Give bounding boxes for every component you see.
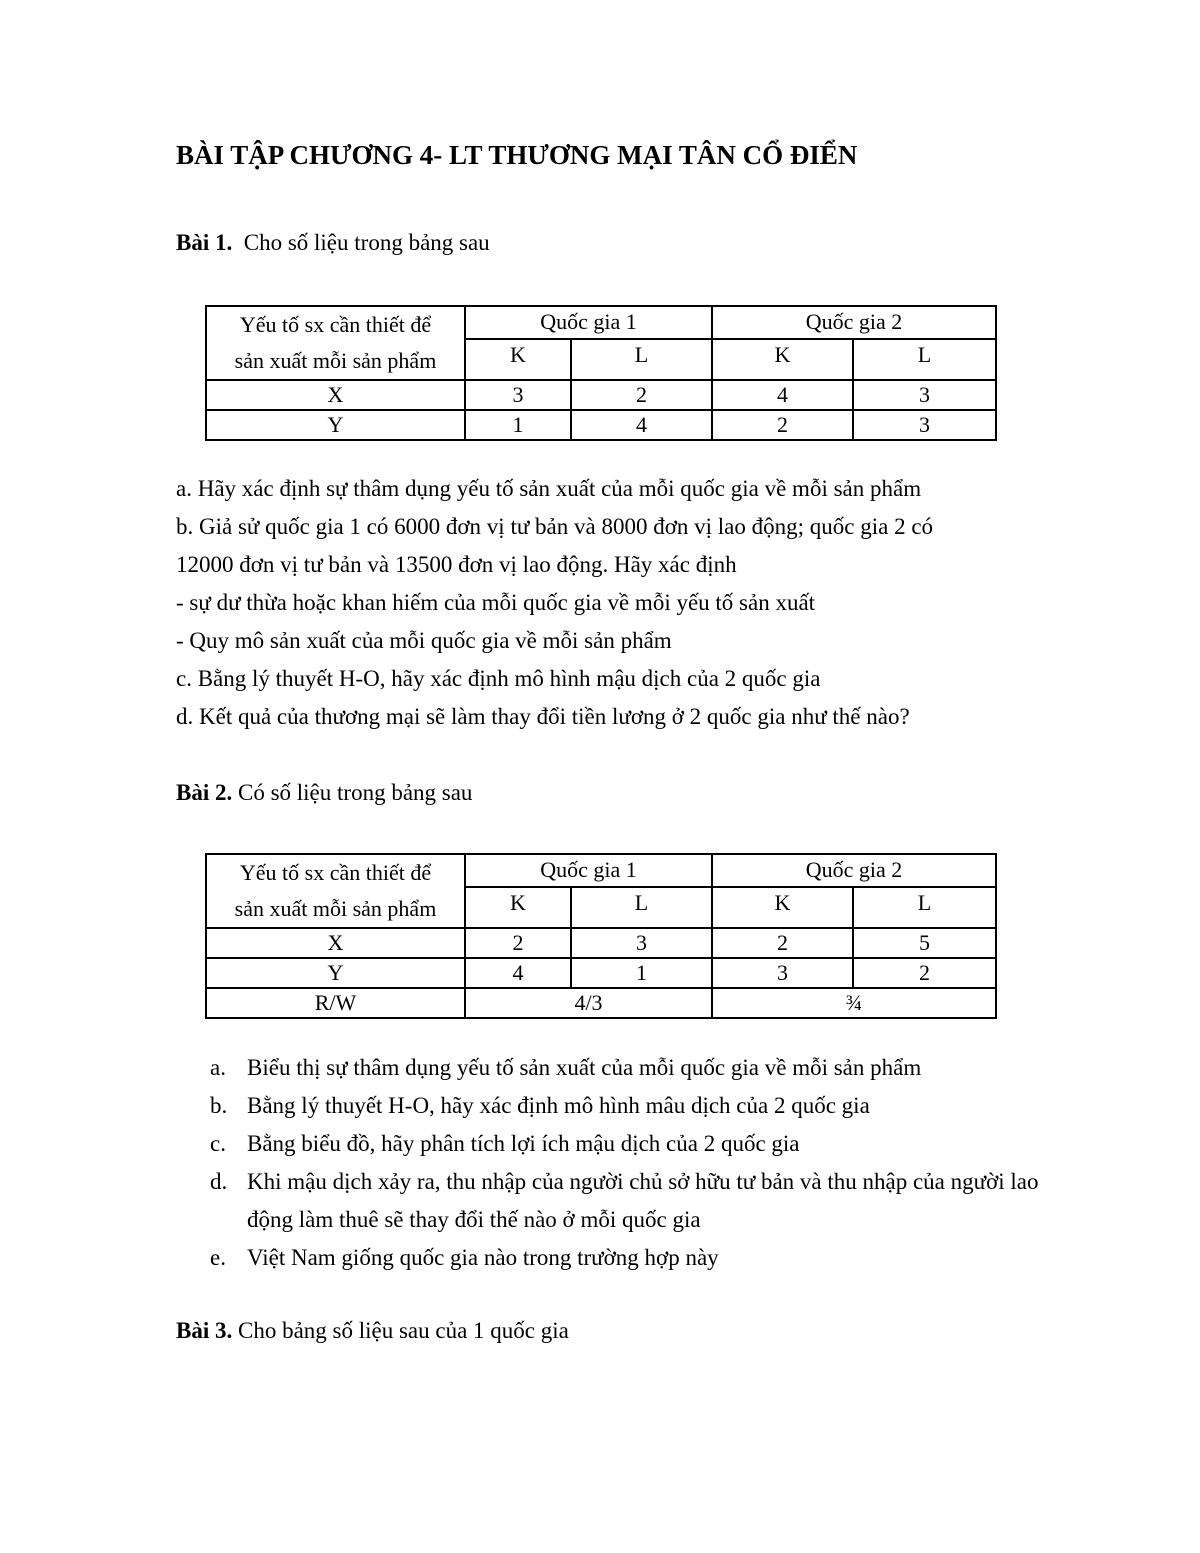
sub-header-k: K bbox=[465, 339, 571, 380]
list-text: Việt Nam giống quốc gia nào trong trường hợp này bbox=[247, 1245, 719, 1270]
header-country-2: Quốc gia 2 bbox=[712, 306, 996, 339]
table-cell: 3 bbox=[571, 928, 712, 958]
question-line: b. Giả sử quốc gia 1 có 6000 đơn vị tư bản và 8000 đơn vị lao động; quốc gia 2 có bbox=[176, 514, 934, 539]
row-label: X bbox=[206, 380, 465, 410]
table-cell: 2 bbox=[712, 928, 853, 958]
sub-header-l: L bbox=[853, 887, 996, 928]
sub-header-l: L bbox=[571, 339, 712, 380]
table-cell: 4/3 bbox=[465, 988, 712, 1018]
table-cell: ¾ bbox=[712, 988, 996, 1018]
list-text: Bằng biểu đồ, hãy phân tích lợi ích mậu dịch của 2 quốc gia bbox=[247, 1131, 800, 1156]
row-label: Y bbox=[206, 410, 465, 440]
exercise-1-heading bbox=[176, 230, 490, 256]
list-marker: d. bbox=[210, 1169, 228, 1194]
question-line: c. Bằng lý thuyết H-O, hãy xác định mô hình mậu dịch của 2 quốc gia bbox=[176, 666, 821, 691]
table-cell: 4 bbox=[571, 410, 712, 440]
list-marker: a. bbox=[210, 1055, 226, 1080]
table-cell: 2 bbox=[853, 958, 996, 988]
header-country-2: Quốc gia 2 bbox=[712, 854, 996, 887]
list-marker: e. bbox=[210, 1245, 226, 1270]
list-item bbox=[210, 1239, 1040, 1277]
table-row bbox=[206, 958, 996, 988]
table-cell: 3 bbox=[853, 410, 996, 440]
table-cell: 1 bbox=[571, 958, 712, 988]
exercise-2-heading bbox=[176, 780, 472, 806]
header-line-1: Yếu tố sx cần thiết để bbox=[239, 312, 432, 337]
row-label: Y bbox=[206, 958, 465, 988]
exercise-3-label: Bài 3. bbox=[176, 1318, 233, 1343]
exercise-1-questions bbox=[176, 470, 1036, 736]
question-line: a. Hãy xác định sự thâm dụng yếu tố sản xuất của mỗi quốc gia về mỗi sản phẩm bbox=[176, 476, 922, 501]
table-cell: 3 bbox=[853, 380, 996, 410]
table-header-factor bbox=[206, 854, 465, 928]
question-line: d. Kết quả của thương mại sẽ làm thay đổi tiền lương ở 2 quốc gia như thế nào? bbox=[176, 704, 910, 729]
table-row bbox=[206, 928, 996, 958]
sub-header-l: L bbox=[571, 887, 712, 928]
header-line-2: sản xuất mỗi sản phẩm bbox=[234, 896, 437, 921]
question-line: - Quy mô sản xuất của mỗi quốc gia về mỗi sản phẩm bbox=[176, 628, 672, 653]
sub-header-k: K bbox=[465, 887, 571, 928]
table-cell: 2 bbox=[571, 380, 712, 410]
table-cell: 5 bbox=[853, 928, 996, 958]
sub-header-k: K bbox=[712, 339, 853, 380]
list-item bbox=[210, 1163, 1040, 1239]
table-header-factor bbox=[206, 306, 465, 380]
list-item bbox=[210, 1125, 1040, 1163]
table-cell: 3 bbox=[712, 958, 853, 988]
document-title: BÀI TẬP CHƯƠNG 4- LT THƯƠNG MẠI TÂN CỔ ĐIỂN bbox=[176, 140, 858, 170]
header-country-1: Quốc gia 1 bbox=[465, 306, 712, 339]
list-marker: b. bbox=[210, 1093, 228, 1118]
exercise-2-intro: Có số liệu trong bảng sau bbox=[237, 780, 473, 805]
table-cell: 3 bbox=[465, 380, 571, 410]
table-row bbox=[206, 410, 996, 440]
table-row bbox=[206, 380, 996, 410]
exercise-3-intro: Cho bảng số liệu sau của 1 quốc gia bbox=[237, 1318, 569, 1343]
list-item bbox=[210, 1087, 1040, 1125]
exercise-2-label: Bài 2. bbox=[176, 780, 233, 805]
table-cell: 4 bbox=[465, 958, 571, 988]
exercise-1-intro: Cho số liệu trong bảng sau bbox=[243, 230, 490, 255]
question-line: 12000 đơn vị tư bản và 13500 đơn vị lao động. Hãy xác định bbox=[176, 552, 737, 577]
list-text: Bằng lý thuyết H-O, hãy xác định mô hình mâu dịch của 2 quốc gia bbox=[247, 1093, 870, 1118]
list-item bbox=[210, 1049, 1040, 1087]
row-label: R/W bbox=[206, 988, 465, 1018]
header-line-2: sản xuất mỗi sản phẩm bbox=[234, 348, 437, 373]
exercise-1-table bbox=[205, 305, 997, 441]
row-label: X bbox=[206, 928, 465, 958]
exercise-3-heading bbox=[176, 1318, 569, 1344]
table-cell: 4 bbox=[712, 380, 853, 410]
list-text: Biểu thị sự thâm dụng yếu tố sản xuất của mỗi quốc gia về mỗi sản phẩm bbox=[247, 1055, 922, 1080]
sub-header-l: L bbox=[853, 339, 996, 380]
list-marker: c. bbox=[210, 1131, 226, 1156]
table-row-rw bbox=[206, 988, 996, 1018]
table-cell: 1 bbox=[465, 410, 571, 440]
list-text: Khi mậu dịch xảy ra, thu nhập của người chủ sở hữu tư bản và thu nhập của người lao động làm thuê sẽ thay đổi thế nào ở mỗi quốc gia bbox=[247, 1169, 1039, 1232]
exercise-2-table bbox=[205, 853, 997, 1019]
table-cell: 2 bbox=[712, 410, 853, 440]
header-country-1: Quốc gia 1 bbox=[465, 854, 712, 887]
exercise-1-label: Bài 1. bbox=[176, 230, 233, 255]
sub-header-k: K bbox=[712, 887, 853, 928]
exercise-2-questions bbox=[210, 1049, 1040, 1277]
header-line-1: Yếu tố sx cần thiết để bbox=[239, 860, 432, 885]
table-cell: 2 bbox=[465, 928, 571, 958]
question-line: - sự dư thừa hoặc khan hiếm của mỗi quốc gia về mỗi yếu tố sản xuất bbox=[176, 590, 816, 615]
